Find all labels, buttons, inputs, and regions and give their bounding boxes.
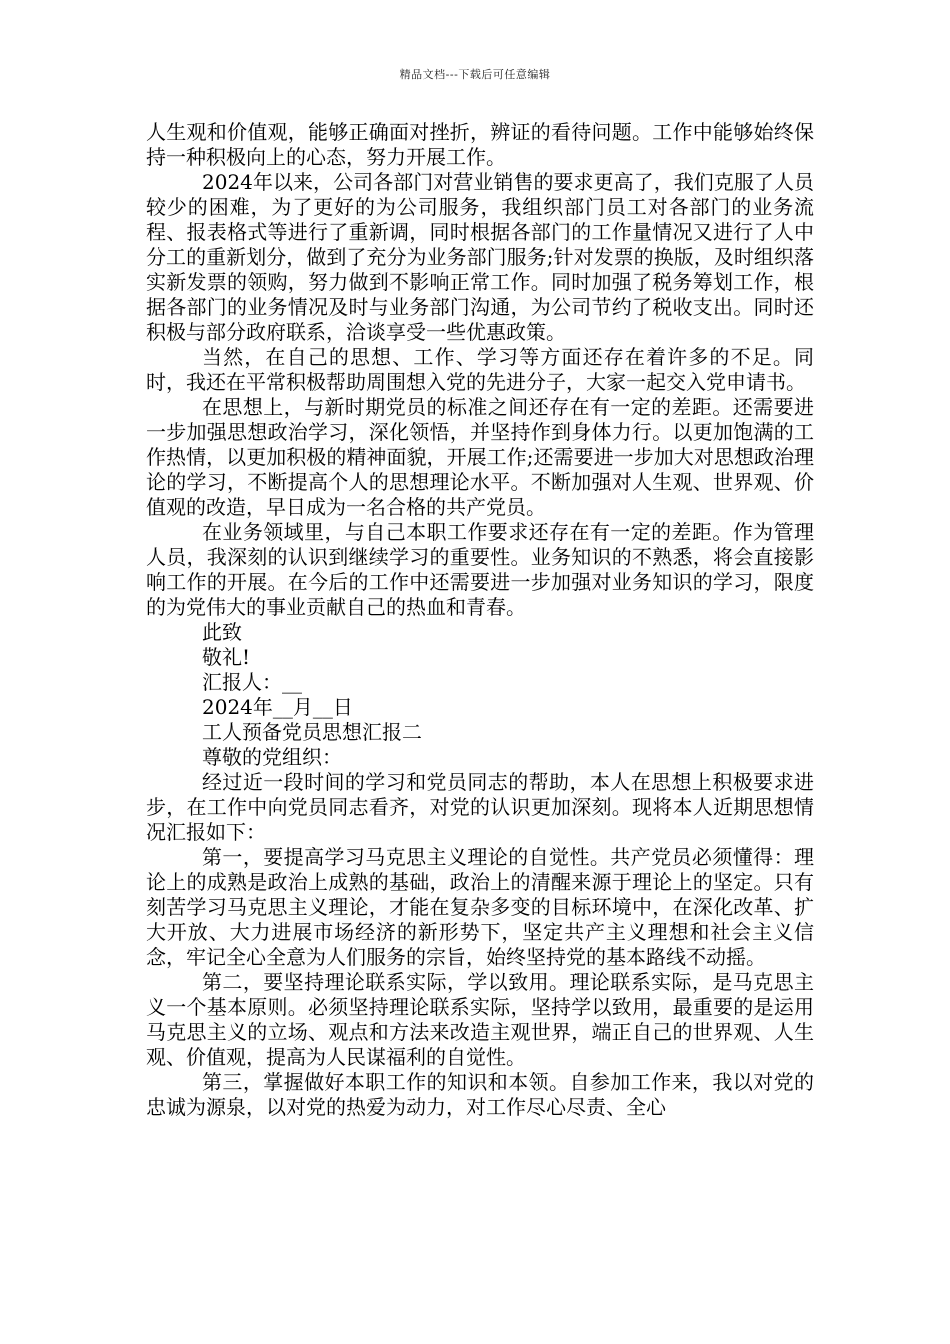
greeting-line: 尊敬的党组织：	[202, 745, 342, 769]
paragraph: 经过近一段时间的学习和党员同志的帮助，本人在思想上积极要求进步，在工作中向党员同志看齐，对党的认识更加深刻。现将本人近期思想情况汇报如下：	[146, 770, 814, 844]
reporter-line: 汇报人：__	[202, 670, 302, 694]
paragraph: 在思想上，与新时期党员的标准之间还存在有一定的差距。还需要进一步加强思想政治学习，深化领悟，并坚持作到身体力行。以更加饱满的工作热情，以更加积极的精神面貌，开展工作;还需要进一步加大对思想政治理论的学习，不断提高个人的思想理论水平。不断加强对人生观、世界观、价值观的改造，早日成为一名合格的共产党员。	[146, 395, 814, 519]
paragraph: 2024年以来，公司各部门对营业销售的要求更高了，我们克服了人员较少的困难，为了更好的为公司服务，我组织部门员工对各部门的业务流程、报表格式等进行了重新调，同时根据各部门的工作量情况又进行了人中分工的重新划分，做到了充分为业务部门服务;针对发票的换版，及时组织落实新发票的领购，努力做到不影响正常工作。同时加强了税务筹划工作，根据各部门的业务情况及时与业务部门沟通，为公司节约了税收支出。同时还积极与部分政府联系，洽谈享受一些优惠政策。	[146, 170, 814, 344]
paragraph: 第三，掌握做好本职工作的知识和本领。自参加工作来，我以对党的忠诚为源泉，以对党的热爱为动力，对工作尽心尽责、全心	[146, 1070, 814, 1119]
section-title: 工人预备党员思想汇报二	[202, 720, 422, 744]
date-line: 2024年__月__日	[202, 695, 353, 719]
paragraph: 第二，要坚持理论联系实际，学以致用。理论联系实际，是马克思主义一个基本原则。必须坚持理论联系实际，坚持学以致用，最重要的是运用马克思主义的立场、观点和方法来改造主观世界，端正自己的世界观、人生观、价值观，提高为人民谋福利的自觉性。	[146, 970, 814, 1069]
document-body	[146, 120, 814, 1120]
salutation-line: 敬礼!	[202, 645, 251, 669]
paragraph: 第一，要提高学习马克思主义理论的自觉性。共产党员必须懂得：理论上的成熟是政治上成熟的基础，政治上的清醒来源于理论上的坚定。只有刻苦学习马克思主义理论，才能在复杂多变的目标环境中，在深化改革、扩大开放、大力进展市场经济的新形势下，坚定共产主义理想和社会主义信念，牢记全心全意为人们服务的宗旨，始终坚持党的基本路线不动摇。	[146, 845, 814, 969]
paragraph: 人生观和价值观，能够正确面对挫折，辨证的看待问题。工作中能够始终保持一种积极向上的心态，努力开展工作。	[146, 120, 814, 169]
paragraph: 在业务领域里，与自己本职工作要求还存在有一定的差距。作为管理人员，我深刻的认识到继续学习的重要性。业务知识的不熟悉，将会直接影响工作的开展。在今后的工作中还需要进一步加强对业务知识的学习，限度的为党伟大的事业贡献自己的热血和青春。	[146, 520, 814, 619]
closing-line: 此致	[202, 620, 242, 644]
paragraph: 当然，在自己的思想、工作、学习等方面还存在着许多的不足。同时，我还在平常积极帮助周围想入党的先进分子，大家一起交入党申请书。	[146, 345, 814, 394]
page-header: 精品文档---下载后可任意编辑	[399, 68, 551, 81]
